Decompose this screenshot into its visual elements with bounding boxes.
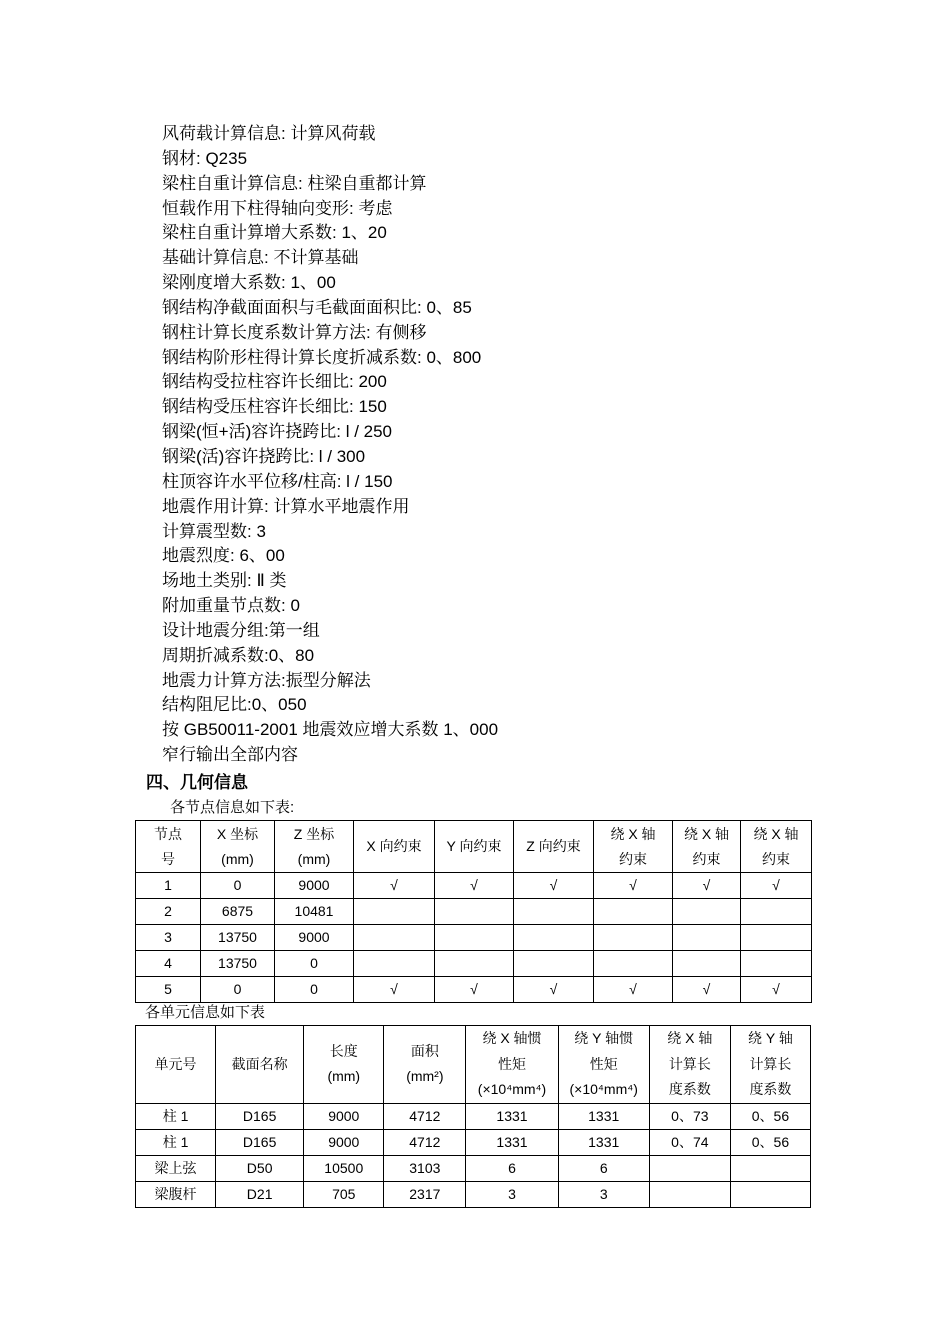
table-cell: 0 xyxy=(201,977,275,1003)
parameter-line: 恒载作用下柱得轴向变形: 考虑 xyxy=(162,198,393,218)
table-cell xyxy=(741,951,812,977)
column-header-line: 计算长 xyxy=(749,1055,792,1072)
column-header-line: (×10⁴mm⁴) xyxy=(569,1081,638,1097)
table-cell: 13750 xyxy=(201,925,275,951)
table-row xyxy=(136,899,812,925)
table-cell xyxy=(514,951,594,977)
nodes-table-caption: 各节点信息如下表: xyxy=(170,799,295,816)
table-cell xyxy=(730,1181,810,1207)
column-header xyxy=(741,821,812,873)
column-header xyxy=(304,1026,384,1104)
parameter-line: 钢结构受压柱容许长细比: 150 xyxy=(162,397,387,417)
column-header-line: Y 向约束 xyxy=(446,838,502,854)
column-header-line: (mm) xyxy=(297,850,331,867)
column-header xyxy=(354,821,435,873)
table-cell xyxy=(741,925,812,951)
column-header-line: 面积 xyxy=(410,1042,439,1059)
column-header-line: Z 向约束 xyxy=(526,838,581,854)
table-cell: 梁上弦 xyxy=(136,1155,216,1181)
column-header xyxy=(435,821,514,873)
table-cell: 0、74 xyxy=(649,1129,730,1155)
table-cell: D21 xyxy=(216,1181,304,1207)
column-header-line: 绕 X 轴 xyxy=(753,825,799,842)
table-cell: 9000 xyxy=(304,1129,384,1155)
nodes-table xyxy=(135,820,812,1003)
column-header-line: 节点 xyxy=(154,825,182,842)
parameter-line: 按 GB50011-2001 地震效应增大系数 1、000 xyxy=(162,720,499,740)
table-cell: 柱 1 xyxy=(136,1103,216,1129)
column-header-line: 绕 Y 轴 xyxy=(748,1030,793,1046)
elements-table-caption: 各单元信息如下表 xyxy=(145,1004,266,1021)
column-header xyxy=(201,821,275,873)
table-cell: 1331 xyxy=(558,1129,649,1155)
table-cell xyxy=(435,899,514,925)
table-cell: 9000 xyxy=(275,925,354,951)
parameter-line: 钢柱计算长度系数计算方法: 有侧移 xyxy=(162,322,427,342)
parameter-line: 结构阻尼比:0、050 xyxy=(162,695,307,715)
table-cell xyxy=(514,925,594,951)
column-header-line: X 向约束 xyxy=(366,838,422,854)
parameter-line: 钢梁(恒+活)容许挠跨比: l / 250 xyxy=(162,422,393,442)
table-cell: √ xyxy=(741,977,812,1003)
table-cell xyxy=(435,925,514,951)
table-cell: 0 xyxy=(275,951,354,977)
table-cell xyxy=(649,1181,730,1207)
table-cell: √ xyxy=(354,873,435,899)
parameter-line: 风荷载计算信息: 计算风荷载 xyxy=(162,124,376,143)
column-header-line: 绕 Y 轴惯 xyxy=(574,1030,634,1046)
table-cell: √ xyxy=(435,977,514,1003)
column-header-line: 约束 xyxy=(692,850,721,867)
table-cell: 0 xyxy=(201,873,275,899)
column-header-line: X 坐标 xyxy=(216,825,259,842)
table-cell: √ xyxy=(354,977,435,1003)
parameter-line: 周期折减系数:0、80 xyxy=(162,645,315,665)
table-cell: 2 xyxy=(136,899,201,925)
parameter-line: 钢结构受拉柱容许长细比: 200 xyxy=(162,372,387,392)
column-header xyxy=(514,821,594,873)
table-cell xyxy=(673,899,741,925)
parameter-line: 计算震型数: 3 xyxy=(162,521,266,541)
table-cell: √ xyxy=(673,977,741,1003)
table-cell: 0、56 xyxy=(730,1103,810,1129)
table-cell: 梁腹杆 xyxy=(136,1181,216,1207)
column-header-line: 长度 xyxy=(329,1042,358,1059)
parameter-line: 地震作用计算: 计算水平地震作用 xyxy=(162,496,410,516)
parameter-line: 柱顶容许水平位移/柱高: l / 150 xyxy=(162,471,393,491)
table-cell: √ xyxy=(673,873,741,899)
parameter-line: 设计地震分组:第一组 xyxy=(162,620,320,640)
table-cell xyxy=(741,899,812,925)
column-header xyxy=(136,821,201,873)
table-cell: √ xyxy=(514,977,594,1003)
column-header-line: Z 坐标 xyxy=(293,825,335,842)
table-row xyxy=(136,1129,811,1155)
parameter-line: 钢材: Q235 xyxy=(162,148,248,168)
parameter-list xyxy=(162,122,498,768)
column-header-line: (mm) xyxy=(327,1068,361,1085)
table-cell xyxy=(354,951,435,977)
table-cell xyxy=(673,951,741,977)
column-header xyxy=(136,1026,216,1104)
column-header-line: 绕 X 轴 xyxy=(683,825,730,842)
parameter-line: 基础计算信息: 不计算基础 xyxy=(162,248,359,268)
column-header xyxy=(558,1026,649,1104)
table-cell: 0、56 xyxy=(730,1129,810,1155)
table-cell: √ xyxy=(594,977,673,1003)
parameter-line: 场地土类别: Ⅱ 类 xyxy=(162,571,287,591)
column-header-line: 截面名称 xyxy=(231,1055,288,1072)
table-cell: 3 xyxy=(558,1181,649,1207)
table-cell: 6875 xyxy=(201,899,275,925)
table-cell: 6 xyxy=(558,1155,649,1181)
column-header-line: 约束 xyxy=(619,850,647,867)
table-cell: 6 xyxy=(466,1155,558,1181)
table-cell: 1331 xyxy=(466,1129,558,1155)
table-row xyxy=(136,977,812,1003)
table-cell xyxy=(354,925,435,951)
column-header xyxy=(466,1026,558,1104)
parameter-line: 地震力计算方法:振型分解法 xyxy=(162,670,371,690)
table-cell: 705 xyxy=(304,1181,384,1207)
section-title: 四、几何信息 xyxy=(146,773,248,792)
table-row xyxy=(136,873,812,899)
table-cell xyxy=(594,951,673,977)
table-cell: 9000 xyxy=(304,1103,384,1129)
table-cell: 2317 xyxy=(384,1181,466,1207)
column-header-line: 约束 xyxy=(762,850,790,867)
column-header xyxy=(594,821,673,873)
column-header-line: 号 xyxy=(161,850,175,867)
table-cell: 10500 xyxy=(304,1155,384,1181)
table-cell: 3103 xyxy=(384,1155,466,1181)
column-header xyxy=(673,821,741,873)
table-cell: 3 xyxy=(466,1181,558,1207)
column-header-line: 度系数 xyxy=(668,1081,711,1097)
table-cell: 13750 xyxy=(201,951,275,977)
table-cell xyxy=(354,899,435,925)
column-header xyxy=(216,1026,304,1104)
parameter-line: 钢结构净截面面积与毛截面面积比: 0、85 xyxy=(162,297,472,317)
parameter-line: 梁柱自重计算增大系数: 1、20 xyxy=(162,223,387,243)
column-header-line: (mm²) xyxy=(406,1068,444,1085)
table-row xyxy=(136,1155,811,1181)
parameter-line: 地震烈度: 6、00 xyxy=(162,546,285,566)
table-cell: 1 xyxy=(136,873,201,899)
table-cell xyxy=(673,925,741,951)
table-cell: D50 xyxy=(216,1155,304,1181)
table-cell xyxy=(594,899,673,925)
table-cell: √ xyxy=(435,873,514,899)
column-header xyxy=(384,1026,466,1104)
column-header-line: 计算长 xyxy=(668,1055,711,1072)
table-row xyxy=(136,1181,811,1207)
column-header-line: 绕 X 轴 xyxy=(667,1030,713,1046)
column-header xyxy=(730,1026,810,1104)
column-header-line: (×10⁴mm⁴) xyxy=(477,1081,547,1097)
column-header-line: 性矩 xyxy=(589,1055,618,1072)
table-cell: 0、73 xyxy=(649,1103,730,1129)
table-cell xyxy=(435,951,514,977)
table-cell: √ xyxy=(514,873,594,899)
table-cell: 0 xyxy=(275,977,354,1003)
parameter-line: 窄行输出全部内容 xyxy=(162,745,298,765)
column-header xyxy=(649,1026,730,1104)
table-cell: 4 xyxy=(136,951,201,977)
column-header-line: 绕 X 轴 xyxy=(610,825,656,842)
table-cell xyxy=(514,899,594,925)
table-cell: 9000 xyxy=(275,873,354,899)
table-cell: 5 xyxy=(136,977,201,1003)
table-cell: 4712 xyxy=(384,1129,466,1155)
column-header-line: 度系数 xyxy=(749,1081,792,1097)
table-cell: D165 xyxy=(216,1129,304,1155)
table-cell xyxy=(649,1155,730,1181)
parameter-line: 附加重量节点数: 0 xyxy=(162,596,300,616)
table-cell: √ xyxy=(594,873,673,899)
table-cell xyxy=(730,1155,810,1181)
table-cell: 柱 1 xyxy=(136,1129,216,1155)
table-cell: 3 xyxy=(136,925,201,951)
table-row xyxy=(136,925,812,951)
parameter-line: 梁刚度增大系数: 1、00 xyxy=(162,273,336,293)
elements-table xyxy=(135,1025,811,1208)
column-header-line: 绕 X 轴惯 xyxy=(482,1030,542,1046)
parameter-line: 钢梁(活)容许挠跨比: l / 300 xyxy=(162,446,366,466)
table-cell: 10481 xyxy=(275,899,354,925)
column-header-line: 性矩 xyxy=(498,1055,526,1072)
table-cell: D165 xyxy=(216,1103,304,1129)
table-cell xyxy=(594,925,673,951)
column-header-line: 单元号 xyxy=(154,1055,197,1072)
column-header-line: (mm) xyxy=(221,850,254,867)
column-header xyxy=(275,821,354,873)
table-row xyxy=(136,1103,811,1129)
table-row xyxy=(136,951,812,977)
table-cell: 1331 xyxy=(558,1103,649,1129)
parameter-line: 梁柱自重计算信息: 柱梁自重都计算 xyxy=(162,173,427,193)
parameter-line: 钢结构阶形柱得计算长度折减系数: 0、800 xyxy=(162,347,482,367)
table-cell: 1331 xyxy=(466,1103,558,1129)
table-cell: 4712 xyxy=(384,1103,466,1129)
table-cell: √ xyxy=(741,873,812,899)
